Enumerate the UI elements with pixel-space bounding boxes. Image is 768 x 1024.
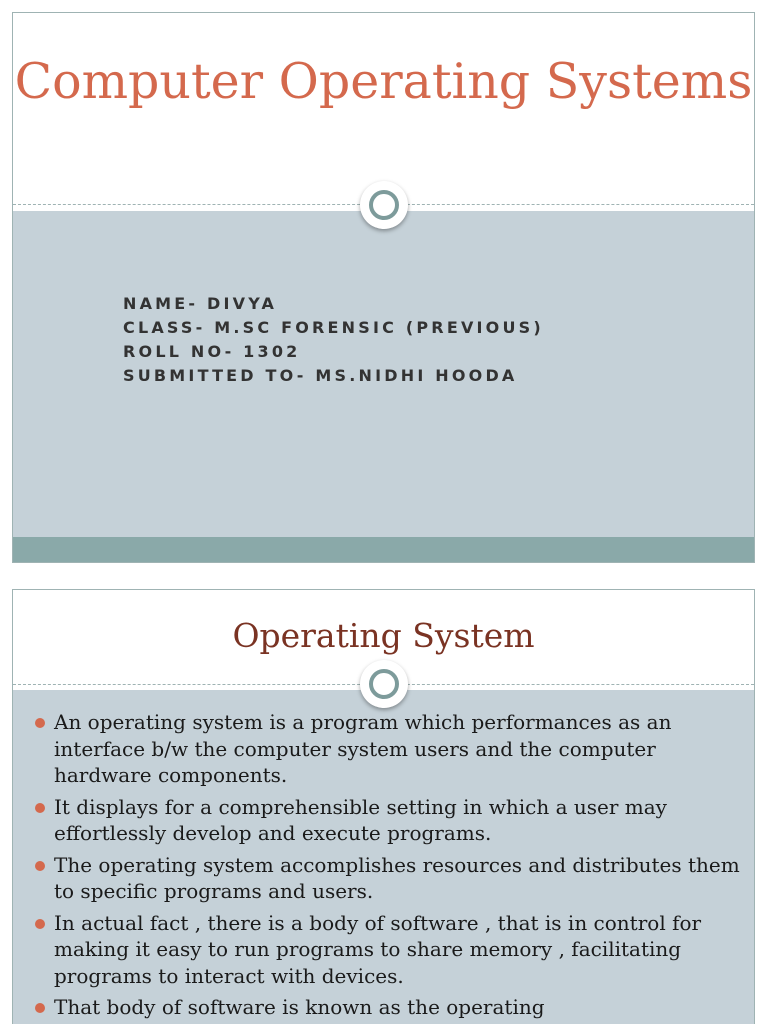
- bullet-text: That body of software is known as the operating: [54, 995, 545, 1019]
- author-info: [123, 292, 544, 388]
- list-item: [35, 994, 745, 1021]
- author-roll-no: ROLL NO- 1302: [123, 342, 301, 361]
- bullet-text: It displays for a comprehensible setting in which a user may effortlessly develop and execute programs.: [54, 794, 667, 845]
- list-item: [35, 852, 745, 905]
- slide-title-header: [13, 13, 754, 205]
- bullet-text: An operating system is a program which performances as an interface b/w the computer system users and the computer hardware components.: [54, 710, 672, 787]
- bullet-list: [35, 709, 745, 1024]
- slide-title: [12, 12, 755, 563]
- bullet-text: In actual fact , there is a body of software , that is in control for making it easy to run programs to share memory , facilitating programs to interact with devices.: [54, 910, 702, 988]
- circle-ring-ornament-icon: [360, 181, 408, 229]
- submitted-to: SUBMITTED TO- MS.NIDHI HOODA: [123, 366, 518, 385]
- author-class: CLASS- M.SC FORENSIC (PREVIOUS): [123, 318, 544, 337]
- list-item: [35, 794, 745, 847]
- presentation-title: Computer Operating Systems: [14, 53, 753, 110]
- bullet-dot-icon: [35, 919, 45, 929]
- bullet-dot-icon: [35, 718, 45, 728]
- list-item: [35, 910, 745, 990]
- bottom-bar: [13, 537, 754, 563]
- list-item: [35, 709, 745, 789]
- circle-ring-ornament-icon: [360, 660, 408, 708]
- slide-operating-system: [12, 589, 755, 1024]
- bullet-dot-icon: [35, 861, 45, 871]
- author-name: NAME- DIVYA: [123, 294, 278, 313]
- slide-heading: Operating System: [232, 616, 535, 655]
- bullet-text: The operating system accomplishes resources and distributes them to specific programs and users.: [54, 852, 740, 903]
- bullet-dot-icon: [35, 803, 45, 813]
- bullet-dot-icon: [35, 1003, 45, 1013]
